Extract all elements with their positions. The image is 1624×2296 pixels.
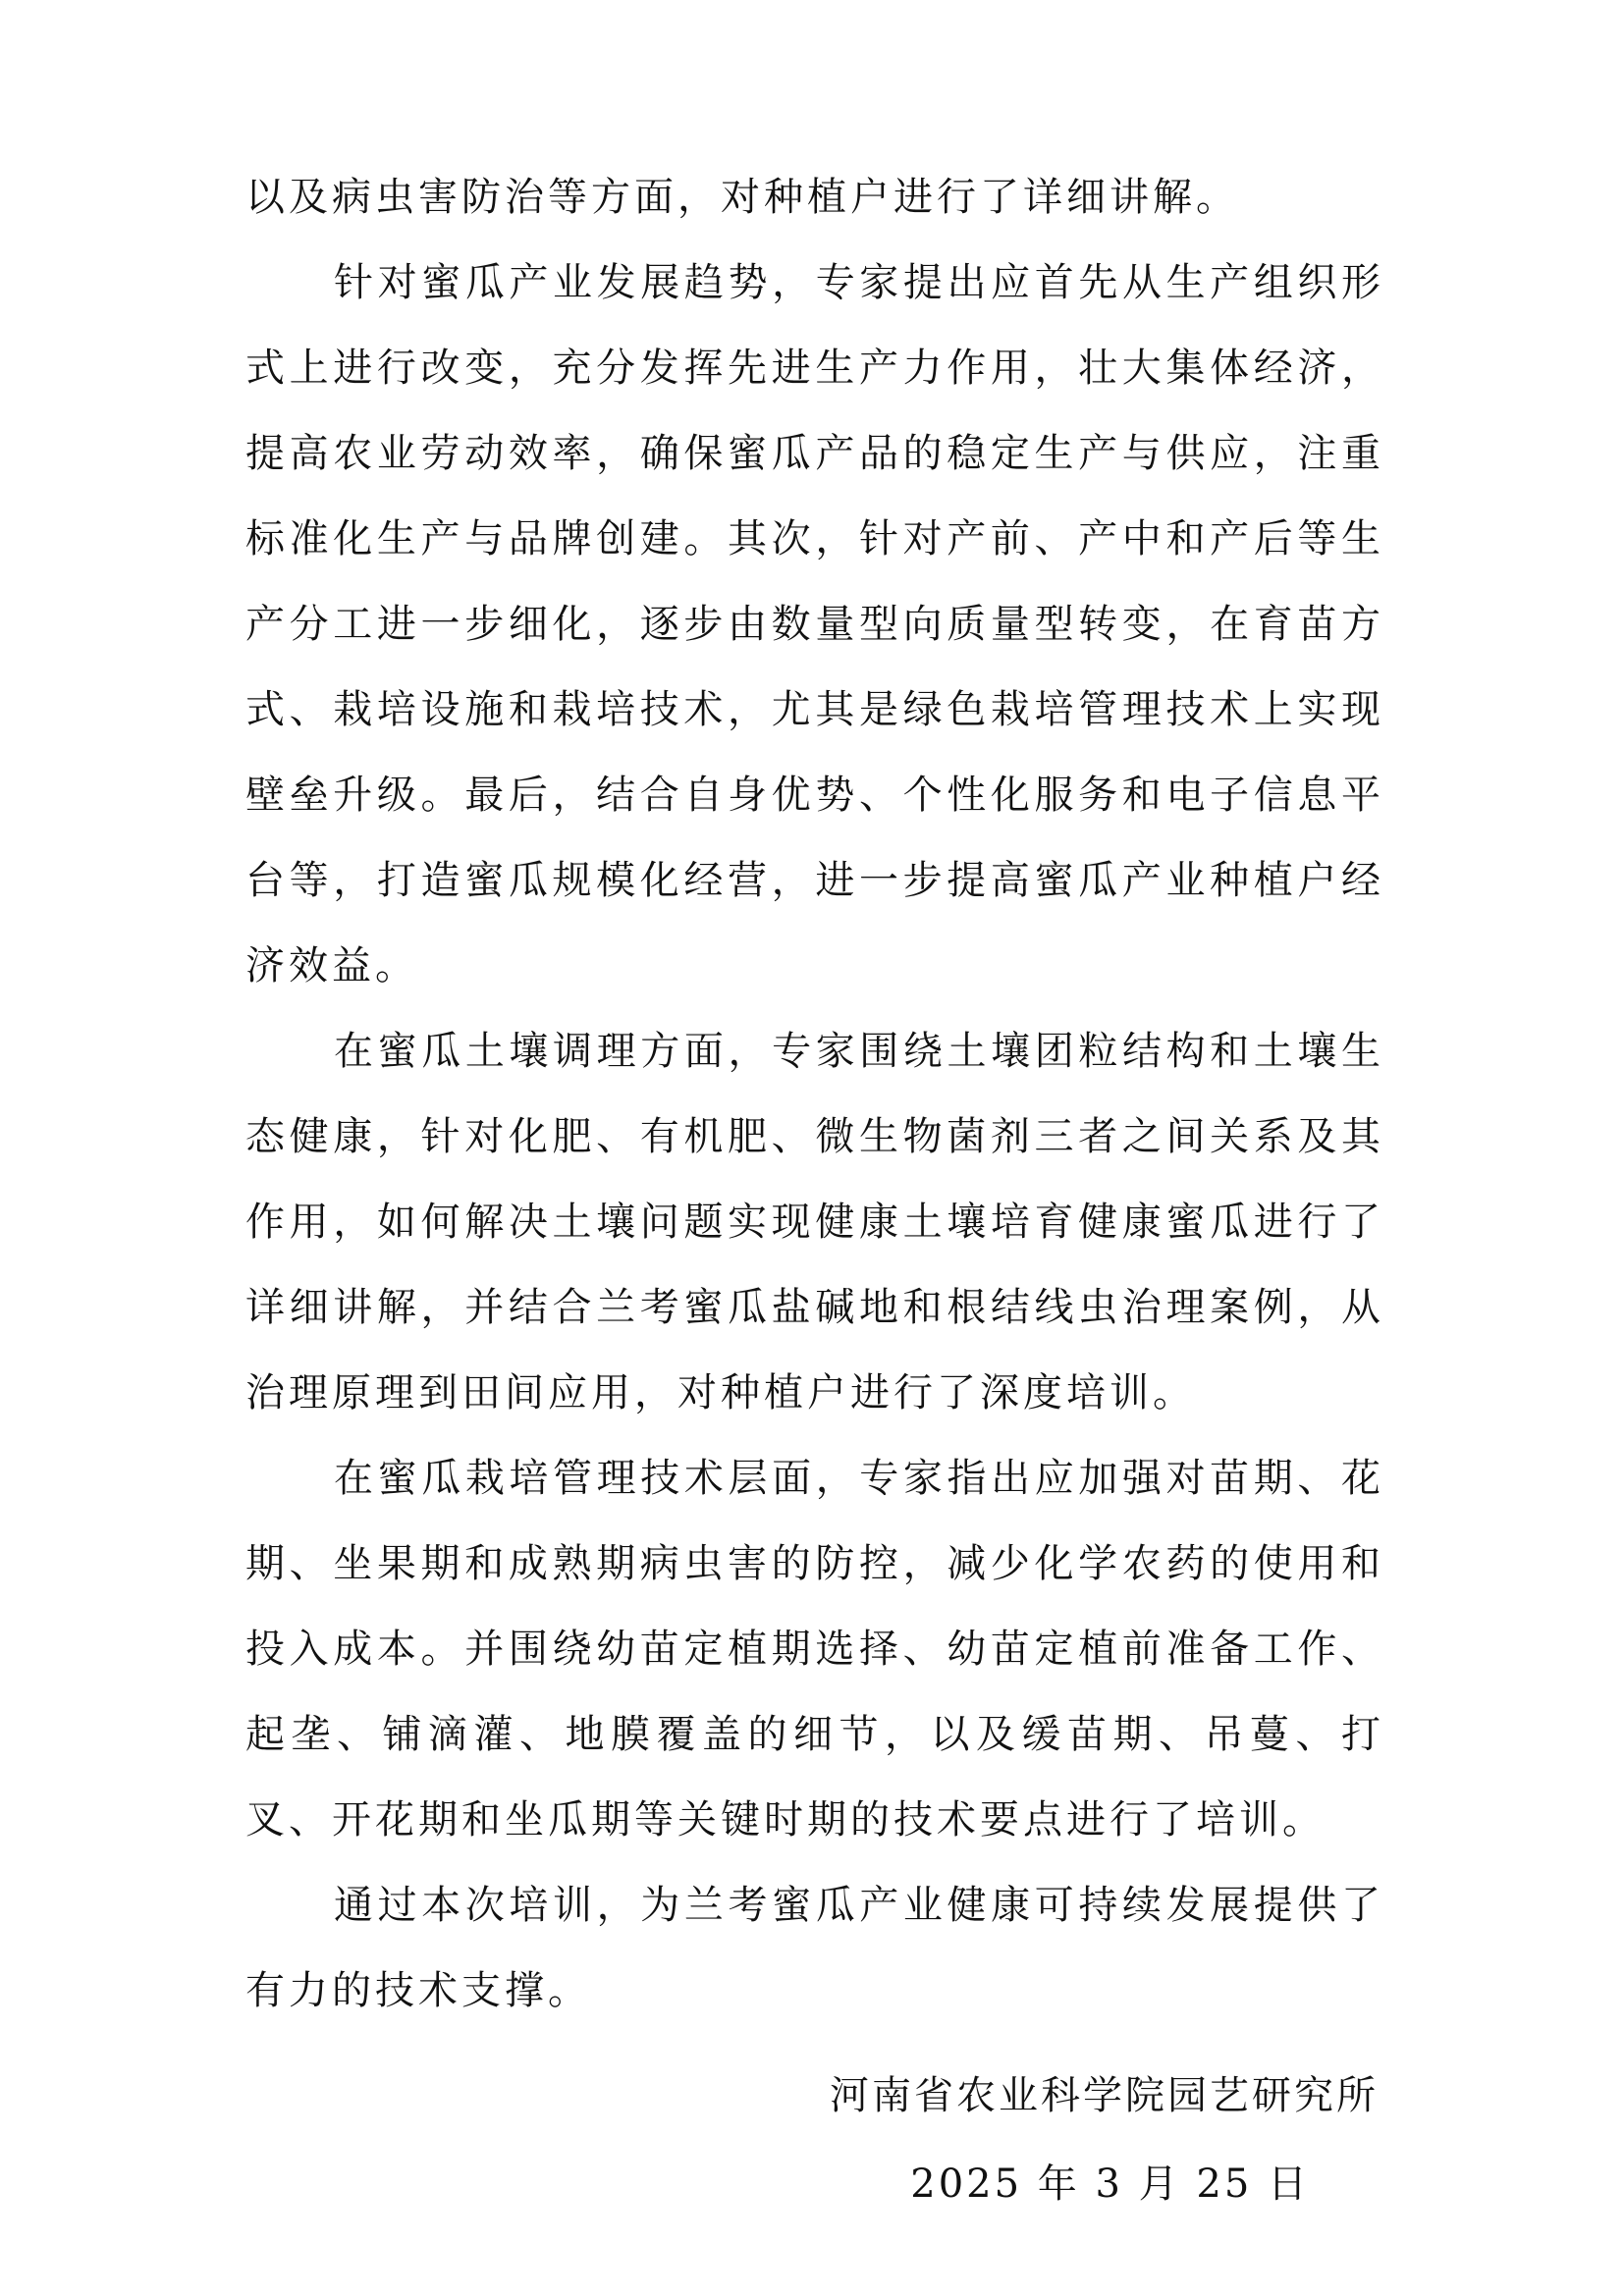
paragraph-continuation: 以及病虫害防治等方面，对种植户进行了详细讲解。 bbox=[245, 175, 1239, 220]
document-body bbox=[245, 155, 1384, 2034]
paragraph-soil-conditioning: 在蜜瓜土壤调理方面，专家围绕土壤团粒结构和土壤生态健康，针对化肥、有机肥、微生物菌剂三者之间关系及其作用，如何解决土壤问题实现健康土壤培育健康蜜瓜进行了详细讲解，并结合兰考蜜瓜盐碱地和根结线虫治理案例，从治理原理到田间应用，对种植户进行了深度培训。 bbox=[245, 1029, 1384, 1415]
paragraph-conclusion: 通过本次培训，为兰考蜜瓜产业健康可持续发展提供了有力的技术支撑。 bbox=[245, 1883, 1384, 2013]
signature-organization: 河南省农业科学院园艺研究所 bbox=[830, 2073, 1379, 2118]
signature-date: 2025 年 3 月 25 日 bbox=[910, 2162, 1310, 2207]
paragraph-cultivation-management: 在蜜瓜栽培管理技术层面，专家指出应加强对苗期、花期、坐果期和成熟期病虫害的防控，减少化学农药的使用和投入成本。并围绕幼苗定植期选择、幼苗定植前准备工作、起垄、铺滴灌、地膜覆盖的细节，以及缓苗期、吊蔓、打叉、开花期和坐瓜期等关键时期的技术要点进行了培训。 bbox=[245, 1456, 1384, 1842]
signature-block bbox=[830, 2052, 1379, 2228]
paragraph-industry-trend: 针对蜜瓜产业发展趋势，专家提出应首先从生产组织形式上进行改变，充分发挥先进生产力作用，壮大集体经济，提高农业劳动效率，确保蜜瓜产品的稳定生产与供应，注重标准化生产与品牌创建。其次，针对产前、产中和产后等生产分工进一步细化，逐步由数量型向质量型转变，在育苗方式、栽培设施和栽培技术，尤其是绿色栽培管理技术上实现壁垒升级。最后，结合自身优势、个性化服务和电子信息平台等，打造蜜瓜规模化经营，进一步提高蜜瓜产业种植户经济效益。 bbox=[245, 260, 1384, 988]
